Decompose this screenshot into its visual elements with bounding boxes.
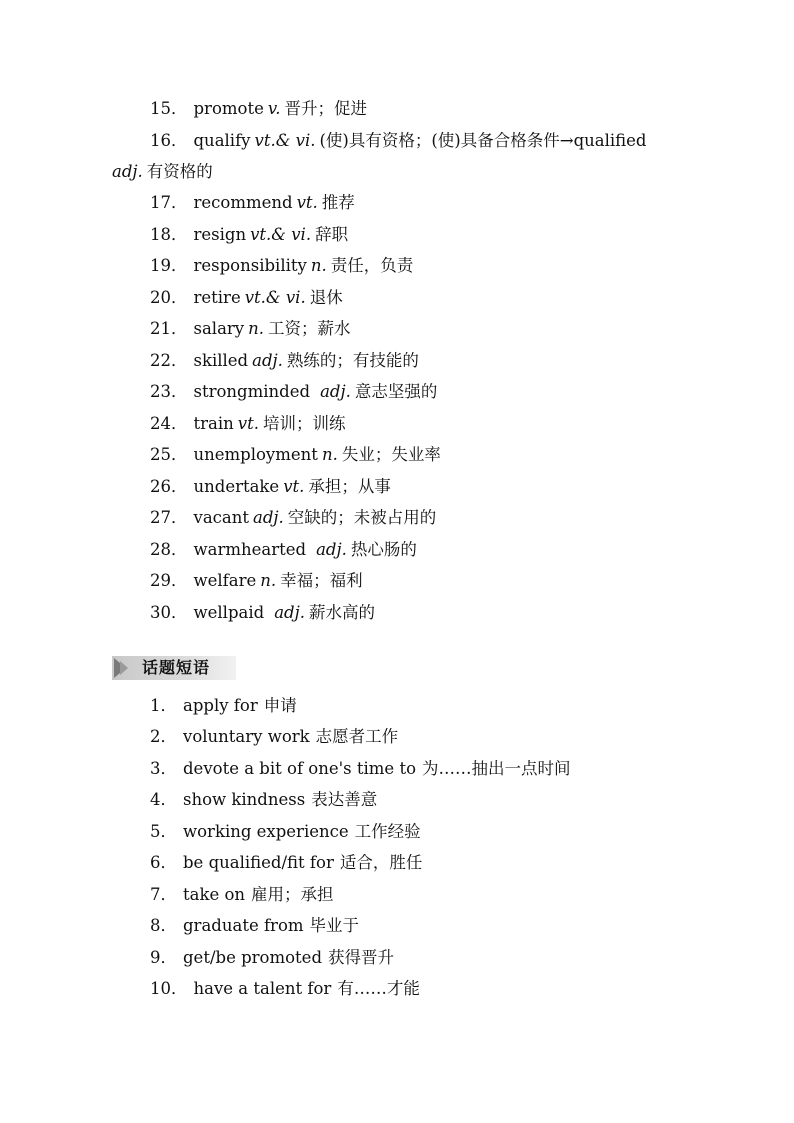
vocab-item [150,476,391,498]
vocab-item-continuation [112,161,213,183]
vocab-word: salary [193,319,245,338]
part-of-speech: vt. [237,414,259,433]
vocab-item [150,192,355,214]
vocab-item [150,224,348,246]
vocab-meaning: 晋升；促进 [284,99,367,118]
part-of-speech: vt.& vi. [250,225,312,244]
vocab-word: wellpaid [193,603,265,622]
item-number: 9． [150,948,177,967]
vocab-word: retire [193,288,241,307]
vocab-item [150,444,441,466]
phrase-text: get/be promoted [183,948,323,967]
item-number: 15． [150,99,188,118]
item-number: 10． [150,979,188,998]
vocab-meaning: 意志坚强的 [354,382,438,401]
vocab-meaning: 推荐 [321,193,355,212]
vocab-meaning: 培训；训练 [262,414,346,433]
phrase-meaning: 有……才能 [337,979,420,998]
phrase-text: graduate from [183,916,304,935]
item-number: 29． [150,571,188,590]
phrase-item [150,978,420,1000]
vocab-item [150,318,351,340]
item-number: 24． [150,414,188,433]
phrase-meaning: 申请 [263,696,297,715]
vocab-meaning: 工资；薪水 [268,319,351,338]
part-of-speech: adj. [112,162,143,181]
part-of-speech: vt.& vi. [244,288,306,307]
item-number: 16． [150,131,188,150]
phrase-text: apply for [183,696,258,715]
item-number: 8． [150,916,177,935]
vocab-item [150,602,375,624]
part-of-speech: adj. [316,540,347,559]
vocab-item [150,98,367,120]
vocab-word: welfare [193,571,257,590]
item-number: 1． [150,696,177,715]
item-number: 2． [150,727,177,746]
phrase-text: take on [183,885,246,904]
section-header [112,656,236,680]
vocab-word: warmhearted [193,540,307,559]
phrase-meaning: 志愿者工作 [315,727,399,746]
phrase-item [150,758,571,780]
vocab-item [150,350,419,372]
phrase-item [150,852,422,874]
item-number: 3． [150,759,177,778]
phrase-meaning: 适合，胜任 [339,853,423,872]
vocab-item [150,130,647,152]
part-of-speech: n. [248,319,265,338]
item-number: 28． [150,540,188,559]
phrase-text: voluntary work [183,727,310,746]
vocab-item [150,255,413,277]
item-number: 5． [150,822,177,841]
phrase-item [150,789,377,811]
vocab-item [150,287,343,309]
vocab-meaning: 责任，负责 [330,256,414,275]
item-number: 4． [150,790,177,809]
vocab-word: responsibility [193,256,307,275]
section-arrow-icon [120,661,128,675]
vocab-meaning: 热心肠的 [350,540,417,559]
part-of-speech: n. [260,571,277,590]
vocab-meaning: 退休 [309,288,343,307]
vocab-word: undertake [193,477,280,496]
vocab-meaning: 空缺的；未被占用的 [287,508,437,527]
phrase-text: show kindness [183,790,306,809]
item-number: 19． [150,256,188,275]
vocab-word: recommend [193,193,293,212]
item-number: 17． [150,193,188,212]
part-of-speech: adj. [253,508,284,527]
part-of-speech: vt.& vi. [254,131,316,150]
vocab-item [150,381,437,403]
vocab-word: qualify [193,131,251,150]
part-of-speech: n. [321,445,338,464]
vocab-meaning: 幸福；福利 [280,571,363,590]
part-of-speech: adj. [274,603,305,622]
vocab-meaning: 失业；失业率 [341,445,441,464]
item-number: 21． [150,319,188,338]
vocab-meaning: 辞职 [315,225,349,244]
section-title: 话题短语 [142,658,211,677]
part-of-speech: adj. [320,382,351,401]
vocab-word: skilled [193,351,249,370]
phrase-meaning: 获得晋升 [328,948,395,967]
phrase-text: devote a bit of one's time to [183,759,417,778]
vocab-word: resign [193,225,247,244]
phrase-item [150,726,398,748]
vocab-item [150,507,436,529]
phrase-text: be qualified/fit for [183,853,334,872]
vocab-word: promote [193,99,264,118]
item-number: 23． [150,382,188,401]
vocab-word: vacant [193,508,249,527]
phrase-meaning: 为……抽出一点时间 [422,759,571,778]
item-number: 25． [150,445,188,464]
phrase-meaning: 雇用；承担 [251,885,334,904]
vocab-word: strongminded [193,382,311,401]
item-number: 20． [150,288,188,307]
item-number: 30． [150,603,188,622]
vocab-word: train [193,414,234,433]
item-number: 27． [150,508,188,527]
part-of-speech: n. [310,256,327,275]
part-of-speech: v. [267,99,281,118]
item-number: 18． [150,225,188,244]
item-number: 22． [150,351,188,370]
phrase-item [150,821,421,843]
vocab-meaning: 薪水高的 [308,603,375,622]
vocab-word: unemployment [193,445,318,464]
vocab-meaning: 熟练的；有技能的 [286,351,419,370]
phrase-item [150,695,297,717]
part-of-speech: vt. [296,193,318,212]
vocab-item [150,539,417,561]
item-number: 6． [150,853,177,872]
phrase-text: have a talent for [193,979,332,998]
phrase-meaning: 毕业于 [309,916,360,935]
vocab-meaning: (使)具有资格；(使)具备合格条件→qualified [319,131,647,150]
vocab-item [150,570,363,592]
item-number: 7． [150,885,177,904]
item-number: 26． [150,477,188,496]
part-of-speech: adj. [252,351,283,370]
phrase-item [150,884,334,906]
vocab-item [150,413,345,435]
phrase-item [150,947,394,969]
phrase-text: working experience [183,822,349,841]
part-of-speech: vt. [283,477,305,496]
vocab-meaning: 承担；从事 [308,477,391,496]
phrase-item [150,915,359,937]
phrase-meaning: 表达善意 [311,790,378,809]
vocab-meaning: 有资格的 [146,162,213,181]
phrase-meaning: 工作经验 [354,822,421,841]
